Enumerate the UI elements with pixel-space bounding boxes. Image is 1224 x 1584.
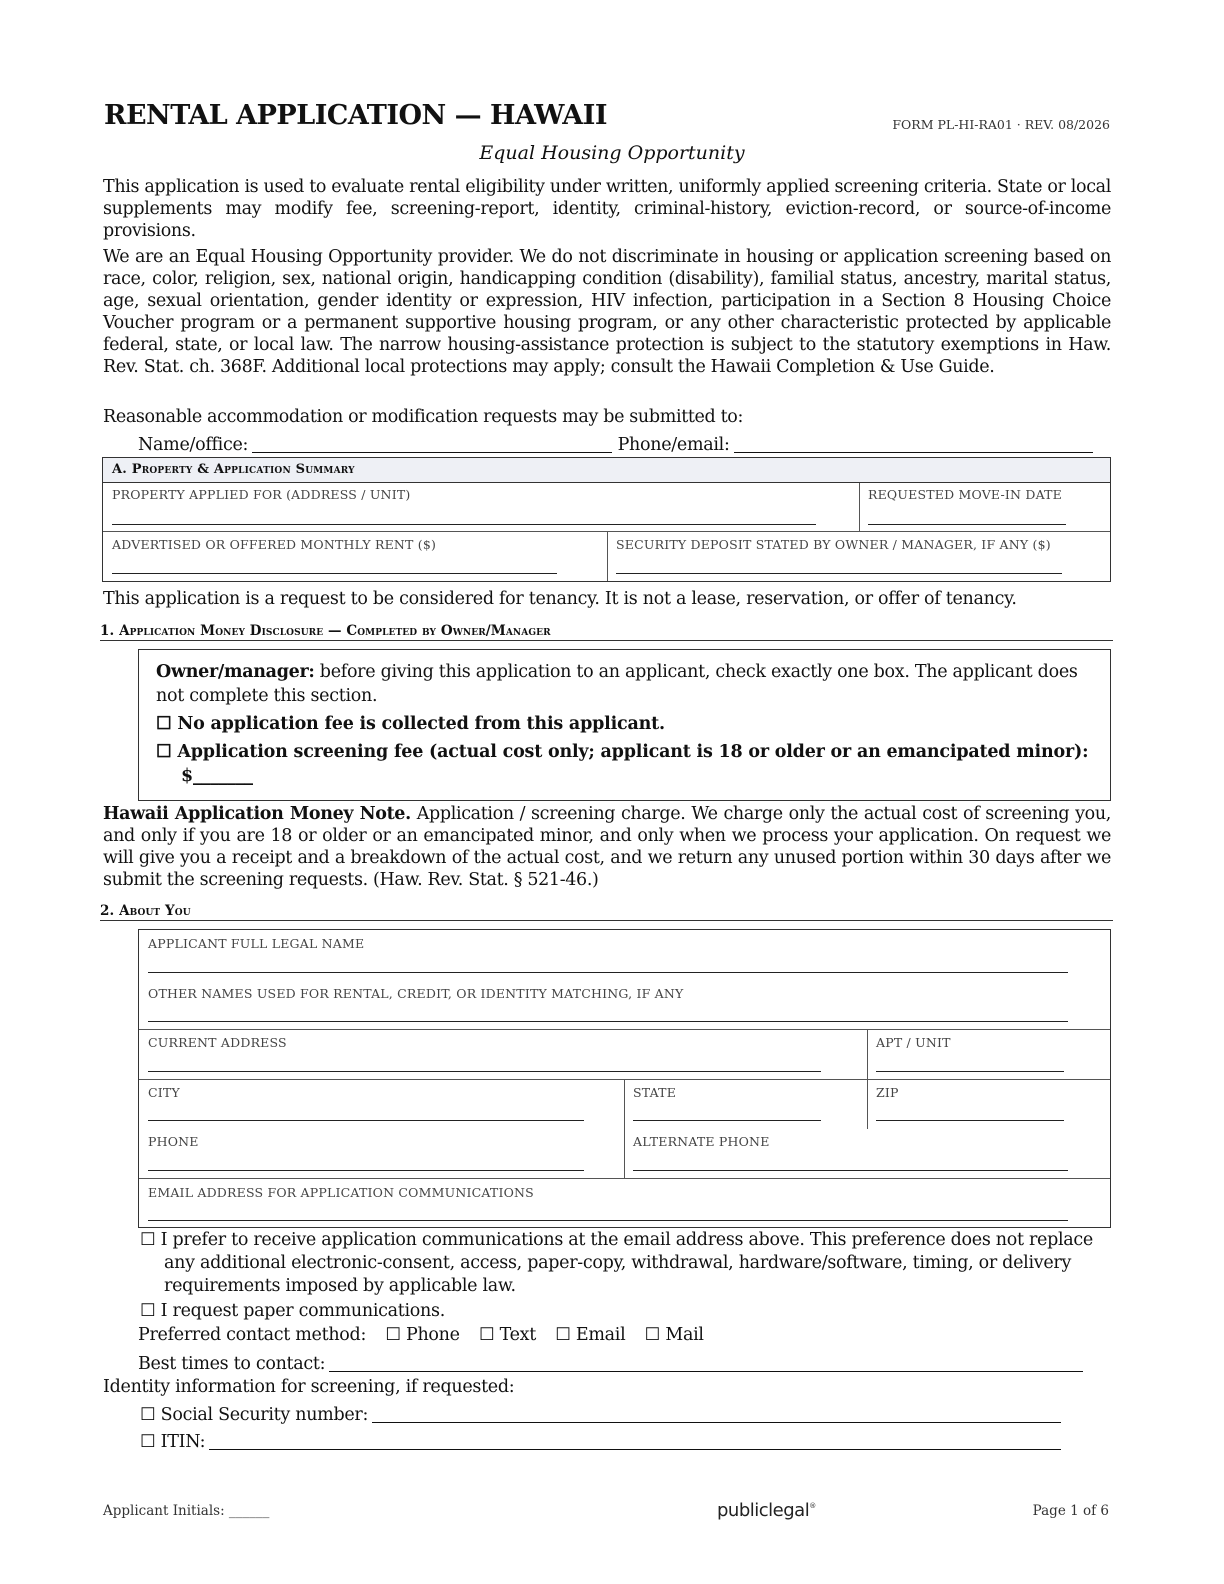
publiclegal-logo: publiclegal® [717, 1500, 816, 1521]
contact-method-row [138, 1325, 704, 1345]
about-you-box [138, 929, 1111, 1228]
ssn-checkbox[interactable]: ☐ Social Security number: [140, 1405, 369, 1425]
property-label: PROPERTY APPLIED FOR (ADDRESS / UNIT) [112, 487, 411, 502]
email-field[interactable] [148, 1220, 1068, 1221]
section-1-heading: 1. Application Money Disclosure — Completed by Owner/Manager [100, 623, 1113, 641]
owner-instructions: Owner/manager: before giving this application to an applicant, check exactly one box. The applicant does not complete this section. [156, 662, 1078, 706]
alt-phone-field[interactable] [633, 1170, 1068, 1171]
rent-field[interactable] [112, 573, 557, 574]
city-field[interactable] [148, 1120, 584, 1121]
money-disclosure-box [138, 649, 1111, 801]
email-preference-checkbox[interactable]: ☐ I prefer to receive application communications at the email address above. This preference does not replace any additional electronic-consent, access, paper-copy, withdrawal, hardware/software, timing, or delivery requirements imposed by applicable law. [140, 1230, 1093, 1296]
money-note: Hawaii Application Money Note. Application / screening charge. We charge only the actual cost of screening you, and only if you are 18 or older or an emancipated minor, and only when we process your application. On request we will give you a receipt and a breakdown of the actual cost, and we return any unused portion within 30 days after we submit the screening requests. (Haw. Rev. Stat. § 521-46.) [103, 804, 1111, 890]
zip-field[interactable] [876, 1120, 1064, 1121]
itin-field[interactable] [209, 1429, 1061, 1450]
full-name-label: APPLICANT FULL LEGAL NAME [148, 936, 365, 951]
divider [859, 483, 860, 531]
divider [624, 1079, 625, 1179]
contact-phone-checkbox[interactable]: ☐ Phone [385, 1325, 460, 1345]
itin-row [140, 1429, 1061, 1452]
phone-email-field[interactable] [734, 432, 1093, 453]
request-note: This application is a request to be considered for tenancy. It is not a lease, reservation, or offer of tenancy. [103, 589, 1017, 609]
other-names-label: OTHER NAMES USED FOR RENTAL, CREDIT, OR IDENTITY MATCHING, IF ANY [148, 986, 684, 1001]
zip-label: ZIP [876, 1085, 899, 1100]
contact-text-checkbox[interactable]: ☐ Text [478, 1325, 536, 1345]
state-label: STATE [633, 1085, 677, 1100]
contact-email-checkbox[interactable]: ☐ Email [555, 1325, 626, 1345]
city-label: CITY [148, 1085, 180, 1100]
divider [139, 1029, 1110, 1030]
phone-label: PHONE [148, 1134, 199, 1149]
accommodation-contact-line [138, 432, 1093, 455]
name-office-field[interactable] [252, 432, 611, 453]
best-times-label: Best times to contact: [138, 1354, 326, 1374]
form-title: RENTAL APPLICATION — HAWAII [104, 100, 607, 131]
paper-preference-checkbox[interactable]: ☐ I request paper communications. [140, 1301, 445, 1321]
ssn-row [140, 1402, 1061, 1425]
intro-paragraph-1: This application is used to evaluate rental eligibility under written, uniformly applied screening criteria. State or local supplements may modify fee, screening-report, identity, criminal-history, eviction-record, or source-of-income provisions. [103, 177, 1111, 241]
best-times-field[interactable] [329, 1351, 1083, 1372]
section-2-heading: 2. About You [100, 903, 1113, 921]
divider [607, 531, 608, 581]
name-office-label: Name/office: [138, 435, 249, 455]
state-field[interactable] [633, 1120, 821, 1121]
move-in-field[interactable] [868, 524, 1066, 525]
phone-field[interactable] [148, 1170, 584, 1171]
screening-fee-checkbox[interactable]: ☐ Application screening fee (actual cost only; applicant is 18 or older or an emancipated minor): $_______ [156, 742, 1089, 786]
deposit-field[interactable] [616, 573, 1062, 574]
no-fee-checkbox[interactable]: ☐ No application fee is collected from this applicant. [156, 714, 665, 734]
rent-label: ADVERTISED OR OFFERED MONTHLY RENT ($) [112, 537, 437, 552]
phone-email-label: Phone/email: [617, 435, 730, 455]
contact-method-label: Preferred contact method: [138, 1325, 367, 1345]
other-names-field[interactable] [148, 1021, 1068, 1022]
property-summary-box [102, 457, 1111, 582]
deposit-label: SECURITY DEPOSIT STATED BY OWNER / MANAGER, IF ANY ($) [616, 537, 1051, 552]
current-address-label: CURRENT ADDRESS [148, 1035, 287, 1050]
property-field[interactable] [112, 524, 816, 525]
current-address-field[interactable] [148, 1071, 821, 1072]
divider [139, 1178, 1110, 1179]
form-subtitle: Equal Housing Opportunity [479, 142, 745, 164]
full-name-field[interactable] [148, 972, 1068, 973]
contact-mail-checkbox[interactable]: ☐ Mail [644, 1325, 704, 1345]
section-a-heading: A. Property & Application Summary [103, 458, 1110, 483]
page-number: Page 1 of 6 [1032, 1503, 1109, 1519]
accommodation-intro: Reasonable accommodation or modification requests may be submitted to: [103, 407, 744, 427]
apt-unit-label: APT / UNIT [876, 1035, 951, 1050]
best-times-row [138, 1351, 1083, 1374]
applicant-initials: Applicant Initials: ______ [103, 1503, 270, 1519]
apt-unit-field[interactable] [876, 1071, 1064, 1072]
email-label: EMAIL ADDRESS FOR APPLICATION COMMUNICATIONS [148, 1185, 534, 1200]
intro-paragraph-2: We are an Equal Housing Opportunity provider. We do not discriminate in housing or application screening based on race, color, religion, sex, national origin, handicapping condition (disability), familial status, ancestry, marital status, age, sexual orientation, gender identity or expression, HIV infection, participation in a Section 8 Housing Choice Voucher program or a permanent supportive housing program, or any other characteristic protected by applicable federal, state, or local law. The narrow housing-assistance protection is subject to the statutory exemptions in Haw. Rev. Stat. ch. 368F. Additional local protections may apply; consult the Hawaii Completion & Use Guide. [103, 247, 1111, 377]
move-in-label: REQUESTED MOVE-IN DATE [868, 487, 1062, 502]
ssn-field[interactable] [372, 1402, 1061, 1423]
identity-intro: Identity information for screening, if requested: [103, 1377, 515, 1397]
itin-checkbox[interactable]: ☐ ITIN: [140, 1432, 206, 1452]
alt-phone-label: ALTERNATE PHONE [633, 1134, 770, 1149]
form-number: FORM PL-HI-RA01 · REV. 08/2026 [892, 117, 1110, 132]
